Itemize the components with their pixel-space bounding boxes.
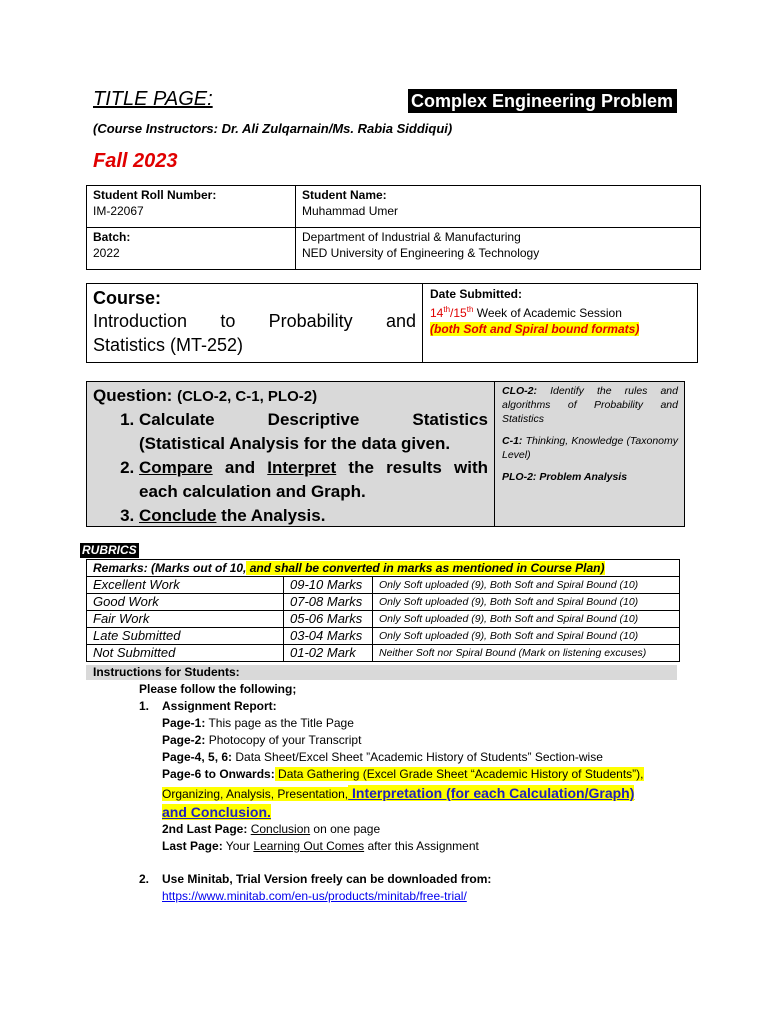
remarks-text: Remarks: (Marks out of 10, <box>93 561 247 575</box>
question-item-2-line1 <box>139 456 488 480</box>
question-codes: (CLO-2, C-1, PLO-2) <box>177 388 318 405</box>
table-row <box>87 594 680 611</box>
second-last-rest: on one page <box>310 822 381 836</box>
course-label: Course: <box>93 288 162 308</box>
minitab-line: Use Minitab, Trial Version freely can be downloaded from: <box>162 872 492 886</box>
rubric-category: Late Submitted <box>87 628 284 645</box>
rubric-note: Neither Soft nor Spiral Bound (Mark on listening excuses) <box>373 645 680 662</box>
outcomes-cell <box>496 382 684 526</box>
plo-note <box>502 470 678 484</box>
rubric-marks: 07-08 Marks <box>284 594 373 611</box>
clo-text: Identify the rules and algorithms of Probability and Statistics <box>502 385 678 425</box>
question-box <box>86 381 685 527</box>
table-row <box>87 645 680 662</box>
page-1-label: Page-1: <box>162 716 206 730</box>
term-title: Fall 2023 <box>93 150 178 172</box>
week-14: 14 <box>430 306 444 320</box>
c1-text: Thinking, Knowledge (Taxonomy Level) <box>502 435 678 461</box>
conclusion-text: and Conclusion. <box>162 804 271 820</box>
course-name-line2: Statistics (MT-252) <box>93 335 244 355</box>
date-submitted-label: Date Submitted: <box>430 287 523 301</box>
item-3-rest: the Analysis. <box>216 506 326 525</box>
last-page-a: Your <box>222 839 254 853</box>
interpretation-text: Interpretation (for each Calculation/Graph) <box>348 785 635 801</box>
rubric-category: Good Work <box>87 594 284 611</box>
rubrics-label: RUBRICS <box>82 543 137 557</box>
page-1-line <box>162 715 354 732</box>
page-6-line-2 <box>162 784 634 804</box>
batch-cell <box>87 228 296 270</box>
conclusion-word: Conclusion <box>250 822 311 836</box>
assignment-report-label: Assignment Report: <box>162 699 277 713</box>
page-6-text-2: Organizing, Analysis, Presentation, <box>162 787 349 801</box>
instructors-line: (Course Instructors: Dr. Ali Zulqarnain/Ms. Rabia Siddiqui) <box>93 121 453 136</box>
rubric-category: Excellent Work <box>87 577 284 594</box>
question-item-1 <box>139 408 488 456</box>
week-text: Week of Academic Session <box>473 306 622 320</box>
department-cell <box>296 228 701 270</box>
page-4-line <box>162 749 603 766</box>
question-cell <box>87 382 495 526</box>
question-item-1-line1: 1. Calculate Descriptive Statistics <box>139 410 488 429</box>
second-last-label: 2nd Last Page: <box>162 822 248 836</box>
student-info-table <box>86 185 701 270</box>
compare-word: Compare <box>139 458 213 477</box>
question-item-2 <box>139 456 488 504</box>
table-row <box>87 628 680 645</box>
rubrics-table <box>86 559 680 662</box>
page-6-text: Data Gathering (Excel Grade Sheet “Academic History of Students”), <box>274 767 644 781</box>
rubric-note: Only Soft uploaded (9), Both Soft and Spiral Bound (10) <box>373 577 680 594</box>
week-th-1: th <box>443 305 451 314</box>
course-name-line1: Introduction to Probability and <box>93 311 416 331</box>
minitab-link[interactable]: https://www.minitab.com/en-us/products/minitab/free-trial/ <box>162 889 467 903</box>
second-last-line <box>162 821 380 838</box>
roll-cell <box>87 186 296 228</box>
week-sep: /15 <box>450 306 467 320</box>
plo-label: PLO-2: Problem Analysis <box>502 471 628 483</box>
question-heading <box>93 385 488 408</box>
remarks-row <box>87 560 680 577</box>
last-page-rest: after this Assignment <box>364 839 479 853</box>
rubric-marks: 01-02 Mark <box>284 645 373 662</box>
c1-note <box>502 434 678 462</box>
question-label: Question: <box>93 386 173 405</box>
question-item-1-line2: (Statistical Analysis for the data given. <box>139 434 451 453</box>
roll-value: IM-22067 <box>93 204 144 218</box>
department-line: Department of Industrial & Manufacturing <box>302 230 521 244</box>
page-4-label: Page-4, 5, 6: <box>162 750 233 764</box>
university-line: NED University of Engineering & Technology <box>302 246 540 260</box>
and-word: and <box>212 458 268 477</box>
page-6-line-3 <box>162 803 271 823</box>
table-row <box>87 577 680 594</box>
item-2-rest: the results with <box>336 458 488 477</box>
cep-banner: Complex Engineering Problem <box>408 89 677 113</box>
interpret-word: Interpret <box>267 458 337 477</box>
clo-note <box>502 384 678 426</box>
question-list <box>93 408 488 528</box>
rubric-category: Fair Work <box>87 611 284 628</box>
item-1-number: 1. <box>139 699 150 713</box>
learning-outcomes-word: Learning Out Comes <box>253 839 365 853</box>
instructions-heading: Instructions for Students: <box>86 665 677 680</box>
page-1-text: This page as the Title Page <box>205 716 354 730</box>
batch-label: Batch: <box>93 230 131 244</box>
course-cell <box>87 284 423 362</box>
page-6-line <box>162 766 644 783</box>
date-submitted-cell <box>424 284 697 362</box>
last-page-line <box>162 838 479 855</box>
week-th-2: th <box>466 305 474 314</box>
follow-line: Please follow the following; <box>139 682 297 696</box>
page-6-label: Page-6 to Onwards: <box>162 767 275 781</box>
course-box <box>86 283 698 363</box>
remarks-highlight: and shall be converted in marks as mentioned in Course Plan) <box>246 561 605 575</box>
rubric-category: Not Submitted <box>87 645 284 662</box>
page-2-line <box>162 732 361 749</box>
rubric-note: Only Soft uploaded (9), Both Soft and Spiral Bound (10) <box>373 594 680 611</box>
rubric-marks: 09-10 Marks <box>284 577 373 594</box>
table-row <box>87 611 680 628</box>
last-page-label: Last Page: <box>162 839 223 853</box>
rubric-note: Only Soft uploaded (9), Both Soft and Spiral Bound (10) <box>373 628 680 645</box>
page-2-label: Page-2: <box>162 733 206 747</box>
question-item-3 <box>139 504 488 528</box>
conclude-word: Conclude <box>139 506 217 525</box>
title-page-heading: TITLE PAGE: <box>93 88 213 110</box>
page-4-text: Data Sheet/Excel Sheet ”Academic History of Students” Section-wise <box>232 750 603 764</box>
question-item-2-line2: each calculation and Graph. <box>139 482 366 501</box>
roll-label: Student Roll Number: <box>93 188 217 202</box>
batch-value: 2022 <box>93 246 120 260</box>
clo-label: CLO-2: <box>502 385 537 397</box>
name-cell <box>296 186 701 228</box>
rubric-marks: 05-06 Marks <box>284 611 373 628</box>
name-value: Muhammad Umer <box>302 204 399 218</box>
rubric-marks: 03-04 Marks <box>284 628 373 645</box>
formats-note: (both Soft and Spiral bound formats) <box>430 322 640 336</box>
week-line <box>430 302 691 321</box>
rubric-note: Only Soft uploaded (9), Both Soft and Spiral Bound (10) <box>373 611 680 628</box>
item-2-number: 2. <box>139 872 150 886</box>
c1-label: C-1: <box>502 435 523 447</box>
page-2-text: Photocopy of your Transcript <box>205 733 362 747</box>
name-label: Student Name: <box>302 188 387 202</box>
